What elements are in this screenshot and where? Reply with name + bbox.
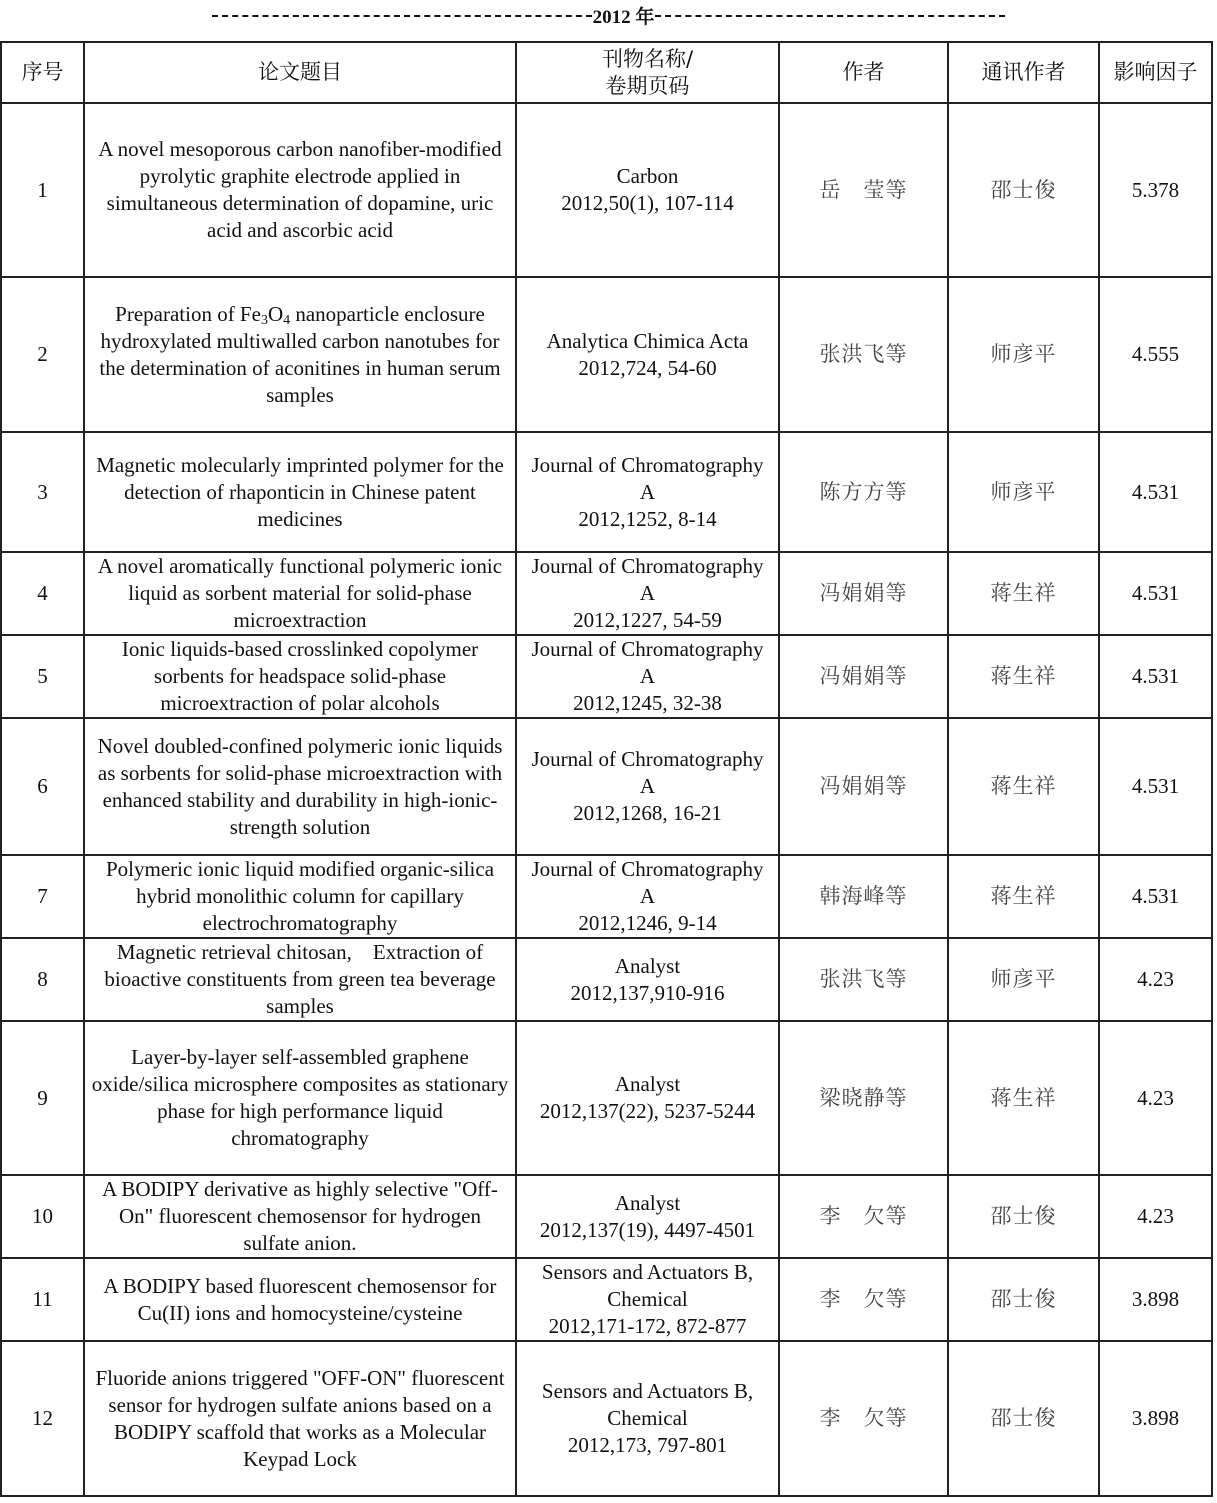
- cell-author: 张洪飞等: [779, 277, 948, 432]
- table-row: [1, 1258, 1212, 1341]
- journal-citation: 2012,171-172, 872-877: [548, 1314, 747, 1338]
- table-row: [1, 718, 1212, 855]
- journal-name: Journal of Chromatography A: [531, 452, 764, 504]
- title-text: A BODIPY based fluorescent chemosensor for Cu(II) ions and homocysteine/cysteine: [103, 1273, 497, 1325]
- journal-citation: 2012,173, 797-801: [567, 1433, 728, 1457]
- title-text: Magnetic retrieval chitosan, Extraction of bioactive constituents from green tea beverage samples: [104, 940, 496, 1018]
- cell-journal: [516, 103, 779, 277]
- cell-impact-factor: 4.531: [1099, 432, 1212, 552]
- cell-corresponding-author: 师彦平: [948, 938, 1099, 1021]
- cell-journal: [516, 938, 779, 1021]
- title-text-pre: Preparation of Fe: [115, 301, 261, 326]
- journal-citation: 2012,50(1), 107-114: [561, 191, 734, 215]
- cell-impact-factor: 3.898: [1099, 1341, 1212, 1496]
- cell-journal: [516, 1021, 779, 1175]
- cell-corresponding-author: 蒋生祥: [948, 552, 1099, 635]
- cell-author: 李 欠等: [779, 1341, 948, 1496]
- cell-author: 陈方方等: [779, 432, 948, 552]
- cell-corresponding-author: 蒋生祥: [948, 1021, 1099, 1175]
- cell-journal: [516, 432, 779, 552]
- cell-impact-factor: 4.555: [1099, 277, 1212, 432]
- cell-title: [84, 103, 516, 277]
- journal-citation: 2012,1246, 9-14: [578, 911, 717, 935]
- journal-name: Journal of Chromatography A: [531, 747, 764, 798]
- journal-name: Journal of Chromatography A: [531, 857, 764, 908]
- journal-name: Analyst: [614, 1072, 681, 1096]
- cell-no: 11: [1, 1258, 84, 1341]
- journal-citation: 2012,137(22), 5237-5244: [539, 1099, 756, 1123]
- cell-journal: [516, 277, 779, 432]
- cell-title: [84, 718, 516, 855]
- cell-corresponding-author: 邵士俊: [948, 1258, 1099, 1341]
- publications-table: [0, 41, 1213, 1497]
- table-row: [1, 938, 1212, 1021]
- table-row: [1, 103, 1212, 277]
- cell-corresponding-author: 邵士俊: [948, 1175, 1099, 1258]
- dash-rule-left: [212, 15, 592, 17]
- cell-corresponding-author: 师彦平: [948, 277, 1099, 432]
- table-row: [1, 855, 1212, 938]
- journal-citation: 2012,1227, 54-59: [573, 608, 722, 632]
- cell-corresponding-author: 邵士俊: [948, 103, 1099, 277]
- cell-title: [84, 1341, 516, 1496]
- header-corresponding: 通讯作者: [948, 42, 1099, 103]
- cell-corresponding-author: 蒋生祥: [948, 718, 1099, 855]
- cell-no: 8: [1, 938, 84, 1021]
- cell-author: 韩海峰等: [779, 855, 948, 938]
- journal-name: Analyst: [614, 953, 681, 978]
- header-author: 作者: [779, 42, 948, 103]
- header-title: 论文题目: [84, 42, 516, 103]
- dash-rule-right: [655, 15, 1005, 17]
- title-text-post: nanoparticle enclosure hydroxylated multiwalled carbon nanotubes for the determination of aconitines in human serum samples: [99, 301, 501, 407]
- cell-journal: [516, 1341, 779, 1496]
- header-impact: 影响因子: [1099, 42, 1212, 103]
- journal-name: Journal of Chromatography A: [531, 554, 764, 605]
- cell-title: [84, 1021, 516, 1175]
- cell-journal: [516, 1258, 779, 1341]
- cell-author: 李 欠等: [779, 1175, 948, 1258]
- cell-title: [84, 552, 516, 635]
- header-journal: [516, 42, 779, 103]
- header-row: [1, 42, 1212, 103]
- table-row: [1, 1341, 1212, 1496]
- cell-no: 9: [1, 1021, 84, 1175]
- year-label: 2012 年: [592, 7, 655, 28]
- cell-author: 梁晓静等: [779, 1021, 948, 1175]
- cell-author: 张洪飞等: [779, 938, 948, 1021]
- journal-name: Analytica Chimica Acta: [546, 328, 749, 353]
- cell-title: [84, 277, 516, 432]
- cell-corresponding-author: 蒋生祥: [948, 855, 1099, 938]
- journal-citation: 2012,137(19), 4497-4501: [539, 1217, 756, 1242]
- journal-citation: 2012,724, 54-60: [578, 355, 717, 380]
- cell-author: 冯娟娟等: [779, 635, 948, 718]
- cell-journal: [516, 552, 779, 635]
- cell-corresponding-author: 师彦平: [948, 432, 1099, 552]
- table-row: [1, 1175, 1212, 1258]
- journal-citation: 2012,1268, 16-21: [573, 801, 722, 825]
- header-journal-line1: 刊物名称/: [601, 46, 694, 71]
- table-row: [1, 635, 1212, 718]
- cell-no: 4: [1, 552, 84, 635]
- title-text: A BODIPY derivative as highly selective "Off-On" fluorescent chemosensor for hydrogen sulfate anion.: [102, 1177, 498, 1255]
- cell-no: 5: [1, 635, 84, 718]
- title-text: A novel mesoporous carbon nanofiber-modified pyrolytic graphite electrode applied in simultaneous determination of dopamine, uric acid and ascorbic acid: [98, 137, 502, 242]
- cell-title: [84, 635, 516, 718]
- cell-impact-factor: 3.898: [1099, 1258, 1212, 1341]
- cell-journal: [516, 718, 779, 855]
- cell-no: 7: [1, 855, 84, 938]
- title-text: Layer-by-layer self-assembled graphene oxide/silica microsphere composites as stationary phase for high performance liquid chromatography: [91, 1045, 509, 1150]
- cell-no: 1: [1, 103, 84, 277]
- journal-name: Sensors and Actuators B, Chemical: [541, 1379, 754, 1430]
- cell-no: 12: [1, 1341, 84, 1496]
- table-row: [1, 432, 1212, 552]
- cell-impact-factor: 4.531: [1099, 855, 1212, 938]
- cell-journal: [516, 855, 779, 938]
- title-subscript: 3: [260, 312, 268, 328]
- cell-author: 冯娟娟等: [779, 552, 948, 635]
- title-text: Novel doubled-confined polymeric ionic liquids as sorbents for solid-phase microextraction with enhanced stability and durability in high-ionic-strength solution: [97, 733, 503, 839]
- cell-title: [84, 938, 516, 1021]
- title-subscript: 4: [283, 312, 291, 328]
- cell-impact-factor: 4.531: [1099, 552, 1212, 635]
- cell-no: 3: [1, 432, 84, 552]
- journal-name: Journal of Chromatography A: [531, 637, 764, 688]
- cell-title: [84, 1258, 516, 1341]
- title-text: A novel aromatically functional polymeric ionic liquid as sorbent material for solid-phase microextraction: [97, 554, 503, 632]
- title-text: Polymeric ionic liquid modified organic-silica hybrid monolithic column for capillary electrochromatography: [105, 857, 495, 935]
- cell-journal: [516, 635, 779, 718]
- cell-journal: [516, 1175, 779, 1258]
- table-row: [1, 552, 1212, 635]
- cell-corresponding-author: 邵士俊: [948, 1341, 1099, 1496]
- table-row: [1, 1021, 1212, 1175]
- cell-title: [84, 432, 516, 552]
- header-no: 序号: [1, 42, 84, 103]
- cell-author: 岳 莹等: [779, 103, 948, 277]
- year-heading: [0, 2, 1217, 29]
- journal-citation: 2012,137,910-916: [570, 980, 725, 1005]
- header-journal-line2: 卷期页码: [605, 73, 690, 98]
- title-text: Fluoride anions triggered "OFF-ON" fluorescent sensor for hydrogen sulfate anions based on a BODIPY scaffold that works as a Molecular Keypad Lock: [95, 1365, 505, 1471]
- title-text-mid: O: [267, 301, 284, 326]
- cell-author: 冯娟娟等: [779, 718, 948, 855]
- table-row: [1, 277, 1212, 432]
- cell-no: 6: [1, 718, 84, 855]
- cell-impact-factor: 4.23: [1099, 1175, 1212, 1258]
- cell-impact-factor: 4.23: [1099, 938, 1212, 1021]
- cell-impact-factor: 5.378: [1099, 103, 1212, 277]
- cell-author: 李 欠等: [779, 1258, 948, 1341]
- title-text: Magnetic molecularly imprinted polymer for the detection of rhaponticin in Chinese patent medicines: [96, 452, 504, 531]
- journal-name: Analyst: [614, 1190, 681, 1215]
- journal-name: Carbon: [616, 164, 679, 188]
- cell-title: [84, 1175, 516, 1258]
- journal-citation: 2012,1252, 8-14: [578, 506, 717, 531]
- cell-corresponding-author: 蒋生祥: [948, 635, 1099, 718]
- cell-impact-factor: 4.531: [1099, 718, 1212, 855]
- title-text: Ionic liquids-based crosslinked copolymer sorbents for headspace solid-phase microextraction of polar alcohols: [121, 637, 479, 715]
- journal-citation: 2012,1245, 32-38: [573, 691, 722, 715]
- cell-impact-factor: 4.531: [1099, 635, 1212, 718]
- cell-title: [84, 855, 516, 938]
- journal-name: Sensors and Actuators B, Chemical: [541, 1260, 754, 1311]
- cell-no: 10: [1, 1175, 84, 1258]
- cell-impact-factor: 4.23: [1099, 1021, 1212, 1175]
- cell-no: 2: [1, 277, 84, 432]
